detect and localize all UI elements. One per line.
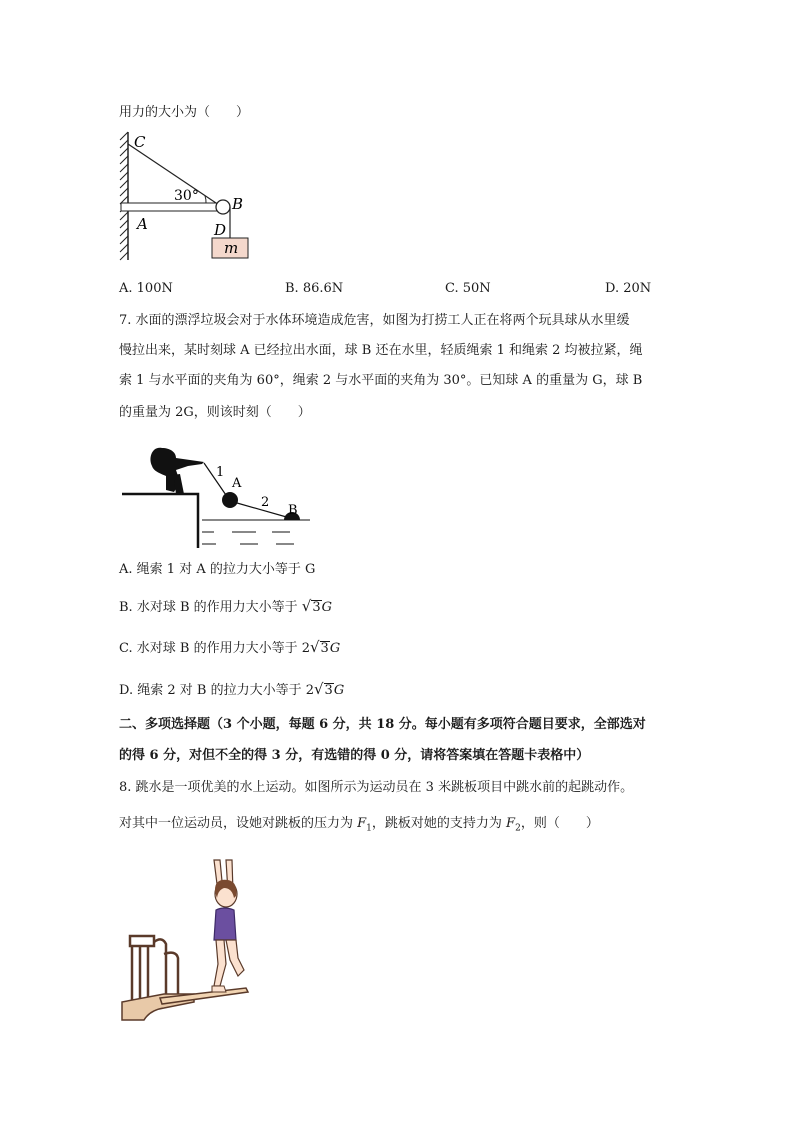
q6-tail-text: 用力的大小为（ ）: [119, 105, 250, 120]
q6-option-b: B. 86.6N: [285, 281, 344, 296]
q7-option-c: C. 水对球 B 的作用力大小等于 2√3G: [119, 638, 341, 656]
q8-line-2: 对其中一位运动员，设她对跳板的压力为 $F_1$，跳板对她的支持力为 $F_2$，则（ ）: [119, 816, 599, 834]
label-c: C: [134, 133, 146, 151]
label-b: B: [232, 195, 244, 213]
q7-line-4: 的重量为 2G，则该时刻（ ）: [119, 405, 311, 420]
label-m: m: [224, 239, 239, 257]
q6-figure: [115, 128, 260, 263]
q6-option-c: C. 50N: [445, 281, 491, 296]
q8-line-1: 8. 跳水是一项优美的水上运动。如图所示为运动员在 3 米跳板项目中跳水前的起跳动作。: [119, 780, 634, 795]
section-2-heading-line-1: 二、多项选择题（3 个小题，每题 6 分，共 18 分。每小题有多项符合题目要求，全部选对: [119, 717, 646, 732]
q7-option-b: B. 水对球 B 的作用力大小等于 √3G: [119, 597, 333, 615]
ball-a-label: A: [232, 476, 242, 491]
q7-line-1: 7. 水面的漂浮垃圾会对于水体环境造成危害，如图为打捞工人正在将两个玩具球从水里缓: [119, 313, 630, 328]
q7-line-2: 慢拉出来，某时刻球 A 已经拉出水面，球 B 还在水里，轻质绳索 1 和绳索 2 均被拉紧，绳: [119, 343, 643, 358]
q7-option-d: D. 绳索 2 对 B 的拉力大小等于 2√3G: [119, 680, 345, 698]
q6-option-a: A. 100N: [119, 281, 173, 296]
q6-option-d: D. 20N: [605, 281, 652, 296]
q7-figure: [118, 434, 318, 554]
q8-figure: [120, 852, 255, 1024]
label-a: A: [137, 215, 148, 233]
rope-1-label: 1: [216, 465, 225, 480]
section-2-heading-line-2: 的得 6 分，对但不全的得 3 分，有选错的得 0 分，请将答案填在答题卡表格中）: [119, 748, 590, 763]
ball-b-label: B: [288, 503, 298, 518]
rope-2-label: 2: [261, 495, 270, 510]
label-d: D: [214, 221, 227, 239]
q7-option-a: A. 绳索 1 对 A 的拉力大小等于 G: [119, 562, 316, 577]
label-angle: 30°: [174, 188, 199, 204]
q7-line-3: 索 1 与水平面的夹角为 60°，绳索 2 与水平面的夹角为 30°。已知球 A 的重量为 G，球 B: [119, 373, 643, 388]
